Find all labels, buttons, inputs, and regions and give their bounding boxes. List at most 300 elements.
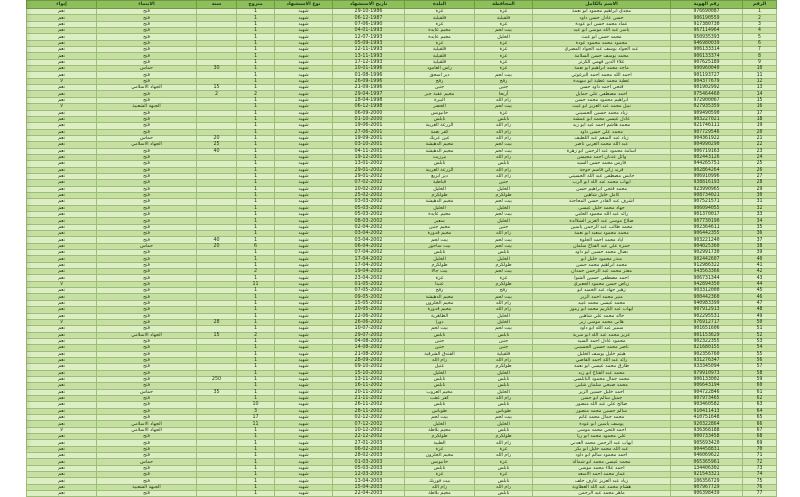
cell-col-id-number: 967114964 bbox=[671, 28, 743, 34]
cell-col-affiliation: فتح bbox=[97, 161, 197, 167]
cell-col-id-number: 938816193 bbox=[671, 180, 743, 186]
cell-col-date: 07-12-2002 bbox=[333, 421, 405, 427]
cell-col-id-number: 903221240 bbox=[671, 237, 743, 243]
cell-col-full-name: زياد عبد العزيز عارف خلف bbox=[533, 478, 671, 484]
cell-col-index: 40 bbox=[743, 256, 777, 262]
cell-col-married: 1 bbox=[237, 199, 275, 205]
cell-col-index: 19 bbox=[743, 123, 777, 129]
cell-col-type: شهيد bbox=[275, 269, 333, 275]
cell-col-index: 16 bbox=[743, 104, 777, 110]
cell-col-date: 10-07-2002 bbox=[333, 326, 405, 332]
cell-col-governorate: طولكرم bbox=[475, 281, 533, 287]
cell-col-affiliation: فتح bbox=[97, 307, 197, 313]
cell-col-shelter: نعم bbox=[27, 307, 97, 313]
cell-col-date: 29-04-1997 bbox=[333, 91, 405, 97]
cell-col-index: 23 bbox=[743, 148, 777, 154]
cell-col-id-number: 903460582 bbox=[671, 402, 743, 408]
cell-col-date: 03-03-2002 bbox=[333, 199, 405, 205]
cell-col-date: 25-02-2002 bbox=[333, 192, 405, 198]
cell-col-shelter: نعم bbox=[27, 484, 97, 490]
cell-col-date: 28-09-2002 bbox=[333, 357, 405, 363]
cell-col-married: 1 bbox=[237, 192, 275, 198]
cell-col-type: شهيد bbox=[275, 395, 333, 401]
cell-col-id-number: 901651606 bbox=[671, 326, 743, 332]
cell-col-index: 13 bbox=[743, 85, 777, 91]
cell-col-id-number: 901193727 bbox=[671, 72, 743, 78]
header-col-id-number: رقم الهوية bbox=[671, 1, 743, 9]
cell-col-type: شهيد bbox=[275, 34, 333, 40]
cell-col-full-name: زهير جهاد عبد الحميد ابو bbox=[533, 288, 671, 294]
cell-col-full-name: محمد محمود سعيد ابو نعمة bbox=[533, 231, 671, 237]
cell-col-type: شهيد bbox=[275, 402, 333, 408]
cell-col-date: 09-05-2002 bbox=[333, 294, 405, 300]
cell-col-id-number: 902364611 bbox=[671, 224, 743, 230]
cell-col-shelter: لا bbox=[27, 427, 97, 433]
cell-col-governorate: رام الله bbox=[475, 173, 533, 179]
cell-col-index: 49 bbox=[743, 313, 777, 319]
cell-col-date: 07-06-1990 bbox=[333, 21, 405, 27]
cell-col-id-number: 901370017 bbox=[671, 212, 743, 218]
spreadsheet bbox=[26, 0, 776, 497]
cell-col-town: الخضر bbox=[405, 104, 475, 110]
cell-col-shelter: نعم bbox=[27, 300, 97, 306]
cell-col-affiliation: فتح bbox=[97, 205, 197, 211]
cell-col-index: 31 bbox=[743, 199, 777, 205]
cell-col-married: 1 bbox=[237, 459, 275, 465]
cell-col-id-number: 906398439 bbox=[671, 491, 743, 497]
cell-col-full-name: عبد الجواد يوسف عبد الجواد المصري bbox=[533, 47, 671, 53]
cell-col-full-name: رياض حسن محمود الجعبري bbox=[533, 281, 671, 287]
cell-col-full-name: صالح علي عبد الله منصور bbox=[533, 402, 671, 408]
cell-col-date: 13-01-2002 bbox=[333, 161, 405, 167]
cell-col-id-number: 902443126 bbox=[671, 154, 743, 160]
cell-col-type: شهيد bbox=[275, 72, 333, 78]
header-col-full-name: الاسم بالكامل bbox=[533, 1, 671, 9]
cell-col-town: الطيبة bbox=[405, 440, 475, 446]
cell-col-affiliation: حماس bbox=[97, 66, 197, 72]
cell-col-id-number: 912986322 bbox=[671, 262, 743, 268]
cell-col-town: دير اسحق bbox=[405, 72, 475, 78]
cell-col-affiliation: فتح bbox=[97, 319, 197, 325]
cell-col-id-number: 920322864 bbox=[671, 421, 743, 427]
cell-col-shelter: نعم bbox=[27, 212, 97, 218]
cell-col-affiliation: فتح bbox=[97, 326, 197, 332]
cell-col-town: مخيم عايدة bbox=[405, 28, 475, 34]
cell-col-id-number: 943563366 bbox=[671, 269, 743, 275]
cell-col-id-number: 944265751 bbox=[671, 161, 743, 167]
cell-col-id-number: 906643194 bbox=[671, 383, 743, 389]
cell-col-date: 26-09-1996 bbox=[333, 78, 405, 84]
cell-col-shelter: نعم bbox=[27, 338, 97, 344]
cell-col-index: 27 bbox=[743, 173, 777, 179]
cell-col-type: شهيد bbox=[275, 129, 333, 135]
cell-col-date: 08-03-2002 bbox=[333, 218, 405, 224]
cell-col-id-number: 908734021 bbox=[671, 192, 743, 198]
cell-col-full-name: احمد فتحي محمد موسى bbox=[533, 427, 671, 433]
cell-col-full-name: محمد فتحي ابراهيم حسن bbox=[533, 186, 671, 192]
cell-col-married: 1 bbox=[237, 66, 275, 72]
cell-col-town: مخيم الدهيشة bbox=[405, 199, 475, 205]
cell-col-married: 3 bbox=[237, 408, 275, 414]
cell-col-id-number: 904990290 bbox=[671, 142, 743, 148]
cell-col-affiliation: فتح bbox=[97, 262, 197, 268]
cell-col-affiliation: فتح bbox=[97, 224, 197, 230]
cell-col-town: الخليل bbox=[405, 205, 475, 211]
cell-col-town: البيرة bbox=[405, 97, 475, 103]
cell-col-date: 10-12-2002 bbox=[333, 427, 405, 433]
cell-col-town: مخيم بلاطة bbox=[405, 427, 475, 433]
cell-col-full-name: نبيل محمد عبد العزيز ابو غيث bbox=[533, 104, 671, 110]
cell-col-affiliation: الجبهة الشعبية bbox=[97, 104, 197, 110]
cell-col-affiliation: الجهاد الاسلامي bbox=[97, 142, 197, 148]
cell-col-type: شهيد bbox=[275, 135, 333, 141]
cell-col-index: 28 bbox=[743, 180, 777, 186]
cell-col-index: 22 bbox=[743, 142, 777, 148]
cell-col-date: 12-03-2003 bbox=[333, 472, 405, 478]
cell-col-year: 30 bbox=[197, 66, 237, 72]
cell-col-shelter: لا bbox=[27, 104, 97, 110]
cell-col-governorate: نابلس bbox=[475, 332, 533, 338]
cell-col-date: 10-01-1996 bbox=[333, 66, 405, 72]
cell-col-affiliation: فتح bbox=[97, 72, 197, 78]
cell-col-married: 1 bbox=[237, 85, 275, 91]
header-col-shelter: إيواء bbox=[27, 1, 97, 9]
cell-col-type: شهيد bbox=[275, 434, 333, 440]
cell-col-date: 13-11-1993 bbox=[333, 53, 405, 59]
cell-col-full-name: كامل خليل شاهين bbox=[533, 192, 671, 198]
cell-col-id-number: 906442355 bbox=[671, 231, 743, 237]
cell-col-shelter: نعم bbox=[27, 28, 97, 34]
cell-col-date: 29-07-2002 bbox=[333, 332, 405, 338]
cell-col-governorate: الخليل bbox=[475, 218, 533, 224]
cell-col-shelter: نعم bbox=[27, 402, 97, 408]
cell-col-date: 19-09-2001 bbox=[333, 135, 405, 141]
cell-col-date: 03-04-2002 bbox=[333, 231, 405, 237]
cell-col-married: 1 bbox=[237, 389, 275, 395]
cell-col-town: راس العامود bbox=[405, 66, 475, 72]
cell-col-type: شهيد bbox=[275, 154, 333, 160]
cell-col-shelter: نعم bbox=[27, 148, 97, 154]
cell-col-affiliation: فتح bbox=[97, 370, 197, 376]
cell-col-town: قباطية bbox=[405, 180, 475, 186]
cell-col-town: عتيل bbox=[405, 364, 475, 370]
cell-col-full-name: ايهاب محمد عبد الله ابو الرب bbox=[533, 180, 671, 186]
cell-col-index: 2 bbox=[743, 15, 777, 21]
cell-col-affiliation: فتح bbox=[97, 231, 197, 237]
cell-col-shelter: نعم bbox=[27, 192, 97, 198]
martyrs-table bbox=[26, 0, 777, 497]
cell-col-full-name: محمد هاشم احمد عيد ابو زيد bbox=[533, 123, 671, 129]
cell-col-full-name: سمير عبد الله ابو داود bbox=[533, 326, 671, 332]
cell-col-date: 09-10-2002 bbox=[333, 364, 405, 370]
cell-col-index: 55 bbox=[743, 351, 777, 357]
cell-col-id-number: 134406302 bbox=[671, 465, 743, 471]
cell-col-id-number: 907967729 bbox=[671, 484, 743, 490]
cell-col-id-number: 106356729 bbox=[671, 478, 743, 484]
cell-col-married: 1 bbox=[237, 478, 275, 484]
cell-col-affiliation: فتح bbox=[97, 28, 197, 34]
cell-col-index: 34 bbox=[743, 218, 777, 224]
cell-col-governorate: نابلس bbox=[475, 161, 533, 167]
cell-col-full-name: محمد عيسى محمد عبيد bbox=[533, 300, 671, 306]
cell-col-index: 63 bbox=[743, 402, 777, 408]
cell-col-type: شهيد bbox=[275, 275, 333, 281]
cell-col-id-number: 979910973 bbox=[671, 370, 743, 376]
cell-col-date: 19-06-2001 bbox=[333, 123, 405, 129]
cell-col-governorate: نابلس bbox=[475, 427, 533, 433]
cell-col-type: شهيد bbox=[275, 40, 333, 46]
cell-col-married: 1 bbox=[237, 123, 275, 129]
cell-col-married: 1 bbox=[237, 205, 275, 211]
cell-col-affiliation: فتح bbox=[97, 154, 197, 160]
cell-col-shelter: نعم bbox=[27, 256, 97, 262]
cell-col-affiliation: فتح bbox=[97, 402, 197, 408]
cell-col-type: شهيد bbox=[275, 15, 333, 21]
cell-col-affiliation: فتح bbox=[97, 465, 197, 471]
cell-col-governorate: نابلس bbox=[475, 250, 533, 256]
cell-col-governorate: رام الله bbox=[475, 123, 533, 129]
cell-col-date: 15-05-2002 bbox=[333, 300, 405, 306]
cell-col-governorate: غزة bbox=[475, 47, 533, 53]
cell-col-year: 15 bbox=[197, 85, 237, 91]
cell-col-governorate: رام الله bbox=[475, 395, 533, 401]
cell-col-date: 07-02-2002 bbox=[333, 180, 405, 186]
cell-col-full-name: هاني محمد موسى زير bbox=[533, 319, 671, 325]
cell-col-town: غزة bbox=[405, 21, 475, 27]
cell-col-affiliation: فتح bbox=[97, 446, 197, 452]
cell-col-town: نابلس bbox=[405, 116, 475, 122]
cell-col-married: 2 bbox=[237, 332, 275, 338]
cell-col-full-name: هيثم خليل يوسف الخليل bbox=[533, 351, 671, 357]
cell-col-year: 28 bbox=[197, 319, 237, 325]
cell-col-affiliation: فتح bbox=[97, 294, 197, 300]
cell-col-full-name: احمد مصطفى علي حمايل bbox=[533, 91, 671, 97]
cell-col-shelter: نعم bbox=[27, 231, 97, 237]
header-col-married: متزوج bbox=[237, 1, 275, 9]
cell-col-affiliation: فتح bbox=[97, 491, 197, 497]
cell-col-date: 07-04-2002 bbox=[333, 250, 405, 256]
cell-col-date: 05-03-2003 bbox=[333, 465, 405, 471]
cell-col-full-name: فتحي احمد داود حسن bbox=[533, 85, 671, 91]
cell-col-married: 1 bbox=[237, 212, 275, 218]
cell-col-index: 44 bbox=[743, 281, 777, 287]
cell-col-date: 26-11-2002 bbox=[333, 402, 405, 408]
cell-col-year: 40 bbox=[197, 148, 237, 154]
cell-col-type: شهيد bbox=[275, 104, 333, 110]
cell-col-affiliation: فتح bbox=[97, 478, 197, 484]
cell-col-affiliation: فتح bbox=[97, 256, 197, 262]
cell-col-date: 03-10-2001 bbox=[333, 142, 405, 148]
cell-col-type: شهيد bbox=[275, 186, 333, 192]
cell-col-town: خانيونس bbox=[405, 459, 475, 465]
cell-col-full-name: ايهاب عبد الرحمن محمد العدني bbox=[533, 440, 671, 446]
cell-col-governorate: أريحا bbox=[475, 91, 533, 97]
cell-col-full-name: خالد محمد علي شاهين bbox=[533, 313, 671, 319]
cell-col-full-name: ماجد محمد ابراهيم ابو نعمة bbox=[533, 66, 671, 72]
cell-col-shelter: نعم bbox=[27, 224, 97, 230]
cell-col-married: 1 bbox=[237, 148, 275, 154]
cell-col-affiliation: فتح bbox=[97, 123, 197, 129]
cell-col-index: 36 bbox=[743, 231, 777, 237]
cell-col-married: 1 bbox=[237, 154, 275, 160]
cell-col-shelter: نعم bbox=[27, 478, 97, 484]
cell-col-governorate: غزة bbox=[475, 110, 533, 116]
cell-col-full-name: احمد خليل حسين الزير bbox=[533, 389, 671, 395]
cell-col-town: جنين bbox=[405, 338, 475, 344]
cell-col-index: 76 bbox=[743, 484, 777, 490]
cell-col-date: 01-10-2000 bbox=[333, 116, 405, 122]
cell-col-date: 26-06-2002 bbox=[333, 319, 405, 325]
cell-col-town: طوباس bbox=[405, 408, 475, 414]
cell-col-full-name: حابس مصطفى عبد الله الحسيني bbox=[533, 173, 671, 179]
cell-col-affiliation: فتح bbox=[97, 288, 197, 294]
cell-col-index: 35 bbox=[743, 224, 777, 230]
cell-col-governorate: نابلس bbox=[475, 491, 533, 497]
cell-col-affiliation: الجهاد الاسلامي bbox=[97, 85, 197, 91]
cell-col-id-number: 906133374 bbox=[671, 53, 743, 59]
cell-col-type: شهيد bbox=[275, 345, 333, 351]
cell-col-index: 73 bbox=[743, 465, 777, 471]
cell-col-id-number: 027935359 bbox=[671, 104, 743, 110]
cell-col-index: 20 bbox=[743, 129, 777, 135]
cell-col-affiliation: فتح bbox=[97, 275, 197, 281]
cell-col-index: 10 bbox=[743, 66, 777, 72]
cell-col-married: 1 bbox=[237, 472, 275, 478]
cell-col-married: 1 bbox=[237, 351, 275, 357]
cell-col-governorate: غزة bbox=[475, 459, 533, 465]
cell-col-index: 42 bbox=[743, 269, 777, 275]
cell-col-id-number: 975464460 bbox=[671, 91, 743, 97]
cell-col-shelter: نعم bbox=[27, 262, 97, 268]
cell-col-id-number: 946069622 bbox=[671, 453, 743, 459]
cell-col-id-number: 410751648 bbox=[671, 415, 743, 421]
cell-col-affiliation: حماس bbox=[97, 459, 197, 465]
cell-col-married: 1 bbox=[237, 313, 275, 319]
cell-col-married: 1 bbox=[237, 142, 275, 148]
cell-col-governorate: رام الله bbox=[475, 484, 533, 490]
cell-col-town: بيت لحم bbox=[405, 415, 475, 421]
cell-col-affiliation: فتح bbox=[97, 97, 197, 103]
cell-col-affiliation: فتح bbox=[97, 15, 197, 21]
cell-col-shelter: نعم bbox=[27, 161, 97, 167]
cell-col-index: 43 bbox=[743, 275, 777, 281]
cell-col-shelter: نعم bbox=[27, 383, 97, 389]
cell-col-date: 04-08-2002 bbox=[333, 338, 405, 344]
cell-col-type: شهيد bbox=[275, 300, 333, 306]
cell-col-married: 1 bbox=[237, 40, 275, 46]
cell-col-governorate: رام الله bbox=[475, 357, 533, 363]
cell-col-shelter: نعم bbox=[27, 53, 97, 59]
cell-col-town: الخليل bbox=[405, 256, 475, 262]
cell-col-index: 7 bbox=[743, 47, 777, 53]
cell-col-type: شهيد bbox=[275, 53, 333, 59]
cell-col-type: شهيد bbox=[275, 256, 333, 262]
cell-col-type: شهيد bbox=[275, 199, 333, 205]
cell-col-town: دير ابزيع bbox=[405, 173, 475, 179]
cell-col-governorate: بيت لحم bbox=[475, 72, 533, 78]
cell-col-governorate: غزة bbox=[475, 472, 533, 478]
cell-col-full-name: علي محمود محمد ابو ريا bbox=[533, 434, 671, 440]
cell-col-full-name: محمد عيسى محمد ابو شمالة bbox=[533, 459, 671, 465]
cell-col-governorate: جنين bbox=[475, 224, 533, 230]
cell-col-index: 1 bbox=[743, 9, 777, 15]
cell-col-id-number: 933345094 bbox=[671, 364, 743, 370]
cell-col-affiliation: فتح bbox=[97, 192, 197, 198]
cell-col-married: 1 bbox=[237, 262, 275, 268]
cell-col-id-number: 906133002 bbox=[671, 376, 743, 382]
cell-col-town: مخيم عايدة bbox=[405, 212, 475, 218]
header-col-date: تاريخ الاستشهاد bbox=[333, 1, 405, 9]
cell-col-type: شهيد bbox=[275, 415, 333, 421]
cell-col-index: 50 bbox=[743, 319, 777, 325]
cell-col-id-number: 946980039 bbox=[671, 40, 743, 46]
cell-col-affiliation: فتح bbox=[97, 440, 197, 446]
cell-col-married: 1 bbox=[237, 345, 275, 351]
cell-col-town: كفر عقب bbox=[405, 395, 475, 401]
cell-col-governorate: نابلس bbox=[475, 383, 533, 389]
cell-col-full-name: فريد زكي قاسم خوجة bbox=[533, 167, 671, 173]
cell-col-id-number: 976912717 bbox=[671, 319, 743, 325]
cell-col-year: 20 bbox=[197, 243, 237, 249]
cell-col-index: 5 bbox=[743, 34, 777, 40]
cell-col-full-name: نضال محمد حسين ابو داود bbox=[533, 250, 671, 256]
cell-col-id-number: 907729546 bbox=[671, 129, 743, 135]
cell-col-shelter: نعم bbox=[27, 351, 97, 357]
cell-col-index: 51 bbox=[743, 326, 777, 332]
cell-col-shelter: نعم bbox=[27, 91, 97, 97]
cell-col-married: 1 bbox=[237, 72, 275, 78]
cell-col-town: قلقيلية bbox=[405, 47, 475, 53]
header-row bbox=[27, 1, 777, 9]
cell-col-town: نابلس bbox=[405, 465, 475, 471]
cell-col-shelter: لا bbox=[27, 281, 97, 287]
cell-col-affiliation: الجهاد الاسلامي bbox=[97, 427, 197, 433]
cell-col-married: 1 bbox=[237, 59, 275, 65]
cell-col-id-number: 923990965 bbox=[671, 186, 743, 192]
cell-col-shelter: نعم bbox=[27, 421, 97, 427]
cell-col-id-number: 906094055 bbox=[671, 205, 743, 211]
cell-col-shelter: نعم bbox=[27, 154, 97, 160]
cell-col-married: 10 bbox=[237, 402, 275, 408]
cell-col-index: 77 bbox=[743, 491, 777, 497]
cell-col-governorate: بيت لحم bbox=[475, 104, 533, 110]
cell-col-town: قلقيلية bbox=[405, 53, 475, 59]
cell-col-affiliation: فتح bbox=[97, 53, 197, 59]
cell-col-married: 1 bbox=[237, 288, 275, 294]
cell-col-full-name: عبد الله محمد خليل ابو بكر bbox=[533, 446, 671, 452]
cell-col-governorate: قلقيلية bbox=[475, 15, 533, 21]
cell-col-date: 14-08-2002 bbox=[333, 345, 405, 351]
cell-col-index: 18 bbox=[743, 116, 777, 122]
cell-col-town: الفندق الشرقية bbox=[405, 351, 475, 357]
cell-col-full-name: ياسر عبد الله موسى ابو عيد bbox=[533, 28, 671, 34]
cell-col-shelter: نعم bbox=[27, 415, 97, 421]
cell-col-full-name: اياد محمد احمد الحلوة bbox=[533, 237, 671, 243]
cell-col-married: 1 bbox=[237, 491, 275, 497]
cell-col-town: بيت لحم bbox=[405, 326, 475, 332]
cell-col-id-number: 904458831 bbox=[671, 446, 743, 452]
cell-col-affiliation: فتح bbox=[97, 59, 197, 65]
cell-col-shelter: نعم bbox=[27, 408, 97, 414]
cell-col-index: 21 bbox=[743, 135, 777, 141]
cell-col-shelter: نعم bbox=[27, 453, 97, 459]
cell-col-type: شهيد bbox=[275, 440, 333, 446]
cell-col-affiliation: فتح bbox=[97, 40, 197, 46]
cell-col-town: قلقيلية bbox=[405, 15, 475, 21]
cell-col-type: شهيد bbox=[275, 180, 333, 186]
cell-col-full-name: ايهاب عبد الكريم محمد ابو رموز bbox=[533, 307, 671, 313]
cell-col-town: مخيم الجلزون bbox=[405, 453, 475, 459]
